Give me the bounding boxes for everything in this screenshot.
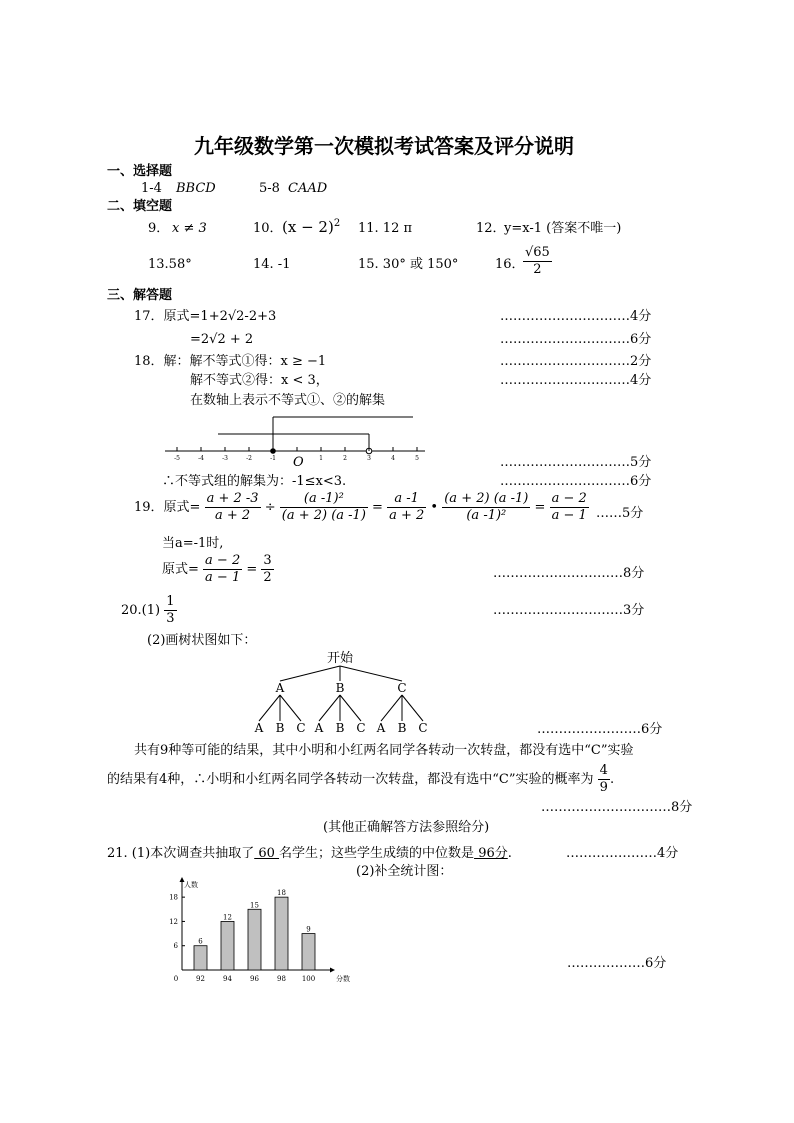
- q10-answer: [282, 216, 340, 235]
- tree-branch: [280, 666, 340, 681]
- q11-answer: 11. 12 π: [358, 221, 413, 236]
- tree-branch: [381, 695, 402, 721]
- x-tick-label: 94: [223, 975, 232, 983]
- q19-equals-2: =: [534, 500, 546, 515]
- q15-answer: 15. 30° 或 150°: [358, 257, 459, 272]
- score-21b: ………………6分: [567, 956, 667, 971]
- q19-frac5-den: a − 1: [551, 508, 587, 523]
- q19-value-frac1-num: a − 2: [205, 553, 241, 568]
- q19-frac3-den: a + 2: [389, 508, 425, 523]
- q19-frac4-den: (a -1)²: [466, 508, 507, 523]
- q21-part1: [107, 846, 512, 862]
- bar-value-label: 6: [198, 937, 203, 946]
- q19-value: [162, 553, 274, 586]
- q18-line2: 解不等式②得：x < 3，: [190, 373, 329, 388]
- q20-part1-den: 3: [166, 611, 175, 626]
- q19-prefix: 19．原式=: [134, 500, 201, 515]
- q21-blank-count: 60: [254, 846, 280, 861]
- answer-5-8-range: 5-8: [259, 181, 280, 196]
- q19-value-frac2-den: 2: [263, 570, 272, 585]
- score-18c: …………………………5分: [500, 455, 652, 470]
- score-20b: ……………………6分: [537, 722, 663, 737]
- q20-text-line1: 共有9种等可能的结果，其中小明和小红两名同学各转动一次转盘，都没有选中“C”实验: [134, 743, 634, 758]
- q21-text-c: .: [507, 846, 512, 861]
- tree-node-level2: C: [418, 721, 428, 735]
- q19-value-equals: =: [246, 562, 258, 577]
- page-title: 九年级数学第一次模拟考试答案及评分说明: [194, 134, 574, 158]
- q18-line3: 在数轴上表示不等式①、②的解集: [190, 393, 386, 408]
- q18-solution: ∴不等式组的解集为：-1≤x<3.: [162, 474, 347, 489]
- answer-1-4-range: 1-4: [141, 181, 162, 196]
- number-line-tick-label: 3: [367, 455, 371, 462]
- q14-answer: 14. -1: [253, 257, 291, 272]
- q20-end: .: [609, 772, 615, 787]
- q19-frac4-num: (a + 2) (a -1): [444, 491, 529, 506]
- x-tick-label: 96: [250, 975, 259, 983]
- score-19b: …………………………8分: [493, 566, 645, 581]
- section-heading-choice: 一、选择题: [107, 164, 173, 179]
- tree-diagram: [240, 648, 460, 738]
- q17-line1: 17．原式=1+2√2-2+3: [134, 309, 277, 324]
- q20-text-line2: [107, 763, 614, 796]
- section-heading-solve: 三、解答题: [107, 288, 173, 303]
- q20-part1-prefix: 20.(1): [121, 603, 161, 618]
- q16-number: 16．: [495, 257, 525, 272]
- tree-node-level1: B: [335, 681, 345, 695]
- x-axis-arrow: [330, 968, 335, 973]
- y-axis-label: 人数: [184, 881, 198, 889]
- number-line-origin: O: [293, 455, 304, 470]
- score-18d: …………………………6分: [500, 474, 652, 489]
- y-tick-label: 18: [169, 893, 178, 902]
- bar-value-label: 12: [223, 913, 232, 922]
- q21-part2: (2)补全统计图：: [356, 864, 453, 879]
- q20-part2: (2)画树状图如下：: [147, 633, 257, 648]
- tree-node-level2: B: [397, 721, 407, 735]
- score-20c: …………………………8分: [541, 800, 693, 815]
- tree-node-level2: B: [335, 721, 345, 735]
- q19-frac3-num: a -1: [387, 491, 426, 508]
- tree-node-level2: A: [314, 721, 324, 735]
- y-tick-label: 6: [173, 942, 178, 951]
- number-line-tick-label: 2: [343, 455, 347, 462]
- grading-note: (其他正确解答方法参照给分): [323, 820, 490, 835]
- q18-line1: 18．解：解不等式①得：x ≥ −1: [134, 354, 327, 369]
- x-tick-label: 98: [277, 975, 286, 983]
- answer-5-8: CAAD: [288, 181, 328, 196]
- q19-value-frac1-den: a − 1: [205, 570, 241, 585]
- bar: [194, 946, 207, 970]
- tree-branch: [319, 695, 340, 721]
- tree-branch: [402, 695, 423, 721]
- tree-node-level2: B: [275, 721, 285, 735]
- q19-frac2-den: (a + 2) (a -1): [281, 508, 366, 523]
- number-line-tick-label: 5: [415, 455, 419, 462]
- number-line-tick-label: 4: [391, 455, 395, 462]
- q20-prob-den: 9: [599, 780, 608, 795]
- y-tick-label: 12: [169, 917, 178, 926]
- q9-number: 9．: [148, 221, 170, 236]
- answer-1-4: BBCD: [176, 181, 216, 196]
- bar: [248, 909, 261, 970]
- bar: [275, 897, 288, 970]
- tree-branch: [280, 695, 301, 721]
- q20-text-line2-body: 的结果有4种，∴小明和小红两名同学各转动一次转盘，都没有选中“C”实验的概率为: [107, 772, 594, 787]
- q16-numerator: √65: [525, 245, 550, 260]
- tree-node-level2: A: [254, 721, 264, 735]
- score-17b: …………………………6分: [500, 332, 652, 347]
- bar: [302, 934, 315, 970]
- bar-chart: [165, 875, 355, 990]
- tree-node-level1: A: [275, 681, 285, 695]
- x-tick-label: 92: [196, 975, 205, 983]
- q19-value-frac2-num: 3: [263, 553, 272, 568]
- q20-part1: [121, 594, 177, 627]
- tree-node-level2: A: [376, 721, 386, 735]
- section-heading-fill: 二、填空题: [107, 199, 173, 214]
- score-18b: …………………………4分: [500, 373, 652, 388]
- q19-divide: ÷: [264, 500, 276, 515]
- q16-answer: [523, 245, 552, 278]
- q17-line2: =2√2 + 2: [190, 332, 254, 347]
- score-18a: …………………………2分: [500, 354, 652, 369]
- q20-prob-num: 4: [599, 763, 608, 778]
- number-line-tick-label: -3: [222, 455, 228, 462]
- number-line-tick-label: -4: [198, 455, 204, 462]
- tree-node-level2: C: [356, 721, 366, 735]
- tree-root: 开始: [326, 651, 354, 666]
- score-17a: …………………………4分: [500, 309, 652, 324]
- bar-value-label: 9: [306, 925, 311, 934]
- q13-answer: 13.58°: [148, 257, 192, 272]
- tree-branch: [340, 695, 361, 721]
- tree-node-level1: C: [397, 681, 407, 695]
- bar-value-label: 15: [250, 901, 259, 910]
- q19-when: 当a=-1时,: [162, 536, 224, 551]
- q19-frac1-den: a + 2: [214, 508, 251, 523]
- number-line-tick-label: -5: [174, 455, 180, 462]
- q10-base: (x − 2): [282, 218, 334, 236]
- q19-frac2-num: (a -1)²: [280, 491, 368, 508]
- tree-branch: [259, 695, 280, 721]
- tree-branch: [340, 666, 402, 681]
- q19-value-prefix: 原式=: [162, 562, 199, 577]
- score-19a: ……5分: [596, 506, 644, 521]
- score-20a: …………………………3分: [493, 603, 645, 618]
- x-tick-label: 100: [301, 975, 316, 983]
- q16-denominator: 2: [533, 262, 542, 277]
- q12-answer: y=x-1 (答案不唯一): [504, 221, 622, 236]
- number-line-tick-label: -2: [246, 455, 252, 462]
- tree-node-level2: C: [296, 721, 306, 735]
- q21-blank-median: 96分: [474, 846, 508, 861]
- x-axis-label: 分数: [336, 975, 350, 983]
- q19-frac1-num: a + 2 -3: [206, 491, 259, 506]
- number-line-tick-label: -1: [270, 455, 276, 462]
- q10-number: 10．: [253, 221, 283, 236]
- q19-frac5-num: a − 2: [551, 491, 587, 506]
- q9-answer: x ≠ 3: [172, 221, 207, 236]
- q12-number: 12．: [476, 221, 506, 236]
- bar-value-label: 18: [277, 889, 286, 898]
- q19-expression: [134, 491, 589, 524]
- bar: [221, 921, 234, 970]
- q21-text-a: 21. (1)本次调查共抽取了: [107, 846, 255, 861]
- number-line-tick-label: 1: [319, 455, 323, 462]
- q19-equals: =: [372, 500, 383, 515]
- score-21a: …………………4分: [566, 846, 679, 861]
- origin-label: 0: [173, 975, 179, 983]
- q19-multiply: •: [430, 500, 439, 515]
- q10-exponent: 2: [333, 218, 341, 229]
- q21-text-b: 名学生；这些学生成绩的中位数是: [279, 846, 475, 861]
- q20-part1-num: 1: [166, 594, 175, 609]
